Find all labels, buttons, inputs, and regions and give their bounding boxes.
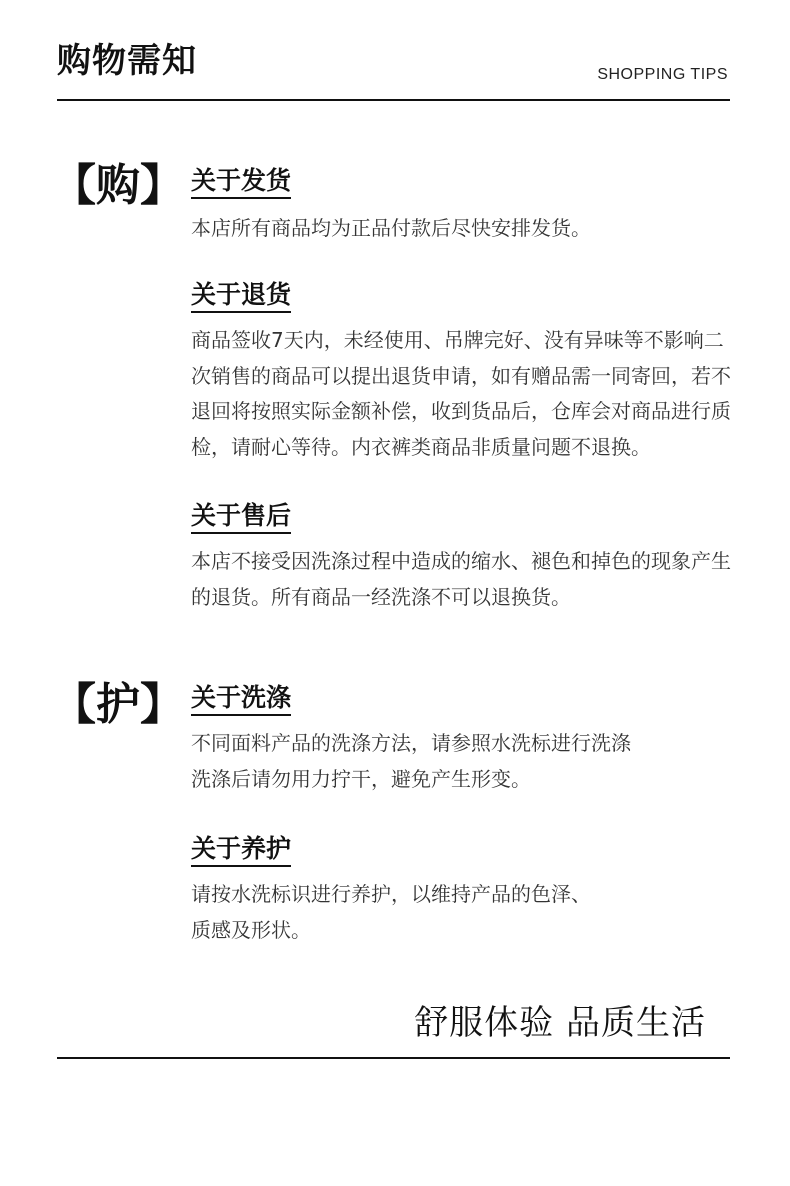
page-title: 购物需知: [57, 41, 197, 81]
text-shipping: 本店所有商品均为正品付款后尽快安排发货。: [191, 216, 591, 240]
page-subtitle: SHOPPING TIPS: [597, 66, 728, 83]
heading-maintenance: 关于养护: [191, 834, 291, 867]
text-washing-line: 洗涤后请勿用力拧干，避免产生形变。: [191, 766, 531, 791]
text-maintenance-line: 质感及形状。: [191, 917, 311, 942]
text-washing: [191, 726, 741, 797]
footer-slogan: 舒服体验 品质生活: [414, 1003, 706, 1043]
text-after-sales: 本店不接受因洗涤过程中造成的缩水、褪色和掉色的现象产生的退货。所有商品一经洗涤不可以退换货。: [191, 549, 731, 609]
bottom-divider: [57, 1057, 730, 1059]
text-maintenance: [191, 877, 741, 948]
text-maintenance-line: 请按水洗标识进行养护，以维持产品的色泽、: [191, 882, 591, 906]
heading-returns: 关于退货: [191, 280, 291, 313]
section-washing: [191, 683, 741, 797]
heading-after-sales: 关于售后: [191, 501, 291, 534]
section-after-sales: [191, 501, 741, 615]
section-returns: [191, 280, 741, 465]
section-shipping: [191, 166, 741, 247]
heading-washing: 关于洗涤: [191, 683, 291, 716]
text-washing-line: 不同面料产品的洗涤方法，请参照水洗标进行洗涤: [191, 731, 631, 755]
heading-shipping: 关于发货: [191, 166, 291, 199]
section-tag-buy: 【购】: [52, 160, 184, 211]
section-maintenance: [191, 834, 741, 948]
top-divider: [57, 99, 730, 101]
text-returns: 商品签收7天内，未经使用、吊牌完好、没有异味等不影响二次销售的商品可以提出退货申请，如有赠品需一同寄回，若不退回将按照实际金额补偿，收到货品后，仓库会对商品进行质检，请耐心等待。内衣裤类商品非质量问题不退换。: [191, 328, 731, 459]
section-tag-care: 【护】: [52, 679, 184, 730]
